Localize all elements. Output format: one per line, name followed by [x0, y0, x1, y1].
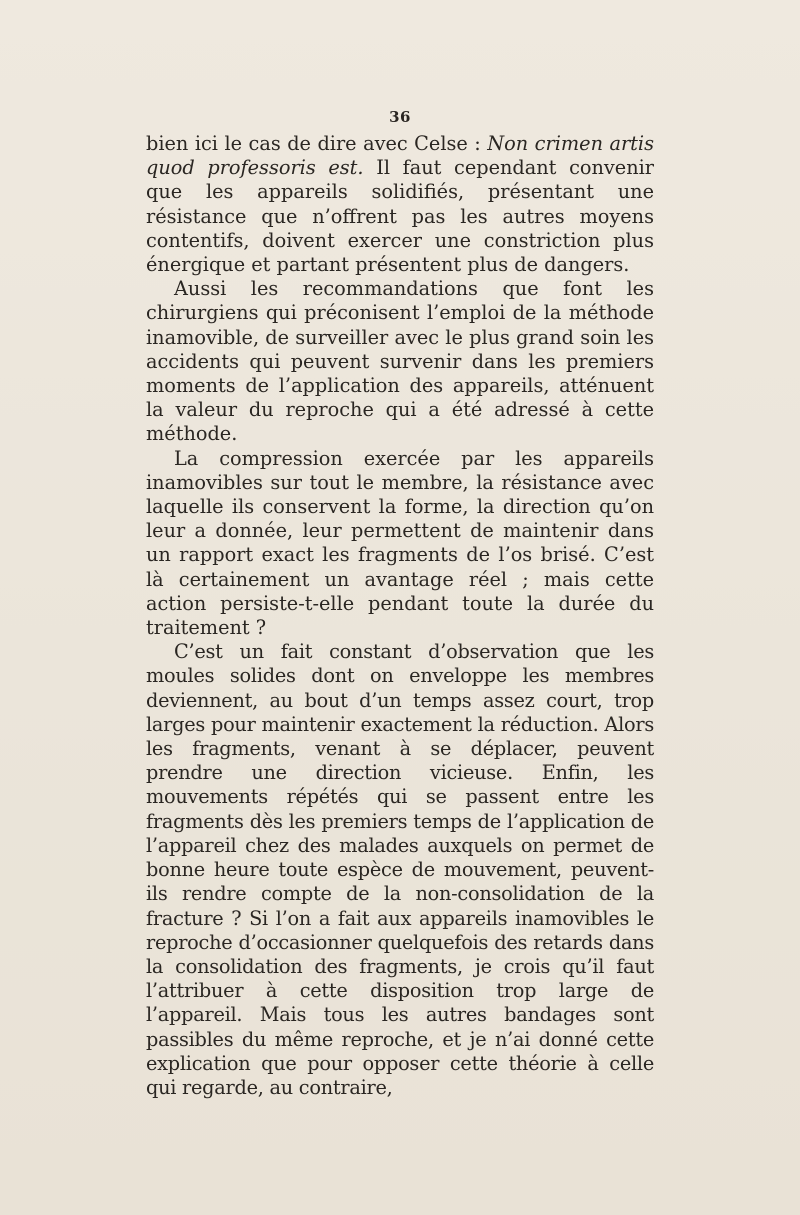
- paragraph-1-start: bien ici le cas de dire avec Celse :: [146, 132, 488, 155]
- paragraph-3: La compression exercée par les appareils inamovibles sur tout le membre, la résistance avec laquelle ils conservent la forme, la direction qu’on leur a donnée, leur permettent de maintenir dans un rapport exact les fragments de l’os brisé. C’est là certainement un avantage réel ; mais cette action persiste-t-elle pendant toute la durée du traitement ?: [146, 446, 654, 640]
- page-number: 36: [389, 108, 411, 126]
- paragraph-1-end: Il faut cependant convenir que les appareils solidifiés, présentant une résistance que n’offrent pas les autres moyens contentifs, doivent exercer une constriction plus énergique et partant présentent plus de dangers.: [146, 156, 654, 277]
- paragraph-1: [146, 132, 654, 277]
- paragraph-4: C’est un fait constant d’observation que les moules solides dont on enveloppe les membres deviennent, au bout d’un temps assez court, trop larges pour maintenir exactement la réduction. Alors les fragments, venant à se déplacer, peuvent prendre une direction vicieuse. Enfin, les mouvements répétés qui se passent entre les fragments dès les premiers temps de l’application de l’appareil chez des malades auxquels on permet de bonne heure toute espèce de mouvement, peuvent-ils rendre compte de la non-consolidation de la fracture ? Si l’on a fait aux appareils inamovibles le reproche d’occasionner quelquefois des retards dans la consolidation des fragments, je crois qu’il faut l’attribuer à cette disposition trop large de l’appareil. Mais tous les autres bandages sont passibles du même reproche, et je n’ai donné cette explication que pour opposer cette théorie à celle qui regarde, au contraire,: [146, 640, 654, 1099]
- body-text: [146, 132, 654, 1100]
- paragraph-2: Aussi les recommandations que font les chirurgiens qui préconisent l’emploi de la méthode inamovible, de surveiller avec le plus grand soin les accidents qui peuvent survenir dans les premiers moments de l’application des appareils, atténuent la valeur du reproche qui a été adressé à cette méthode.: [146, 277, 654, 446]
- latin-quote: Non crimen artis quod professoris est.: [146, 132, 654, 180]
